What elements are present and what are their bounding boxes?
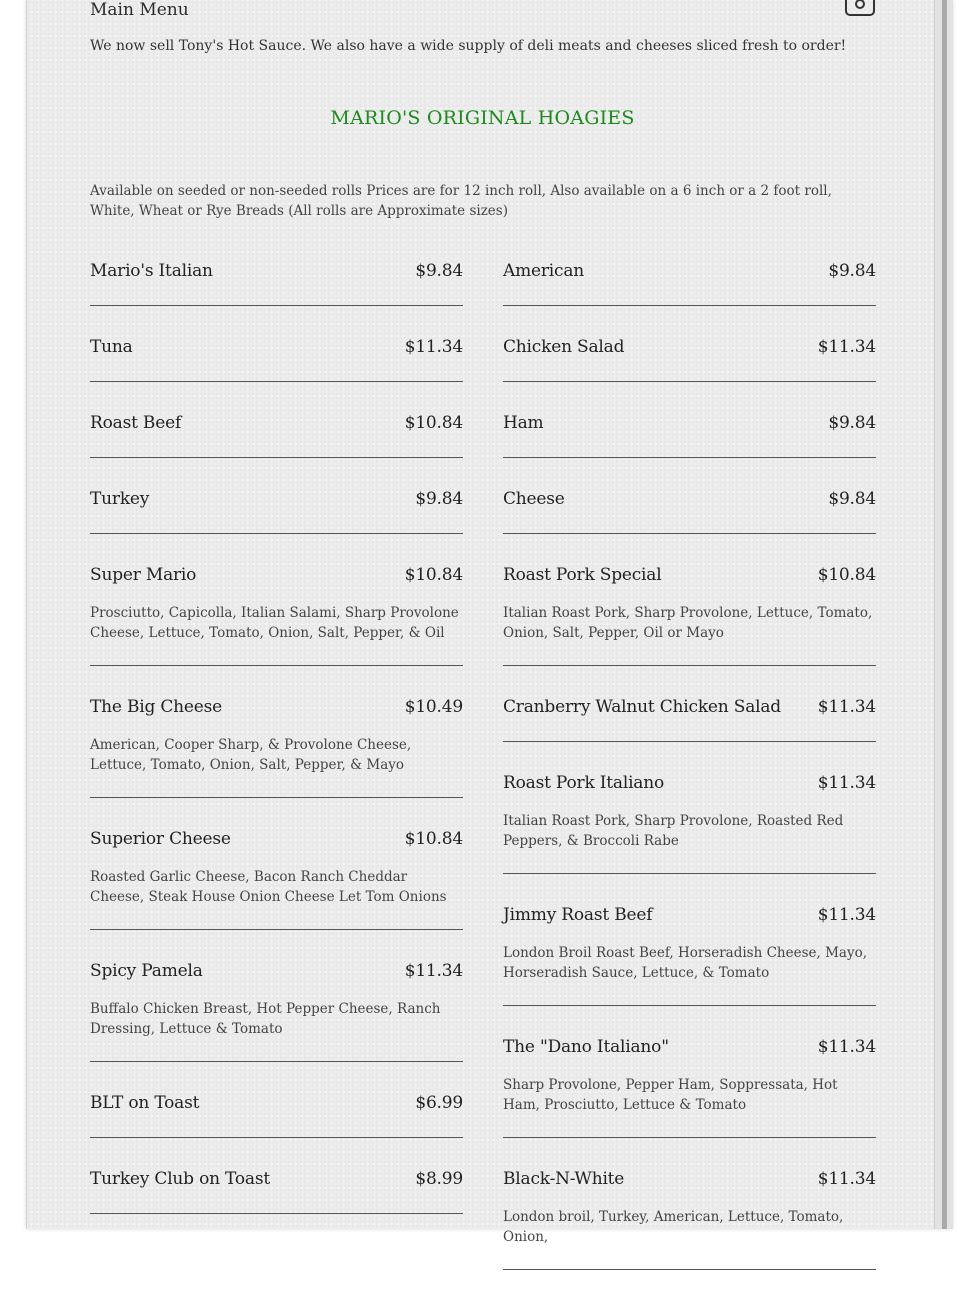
menu-item-row: [90, 489, 463, 511]
menu-item-description: Prosciutto, Capicolla, Italian Salami, Sharp Provolone Cheese, Lettuce, Tomato, Onion, Salt, Pepper, & Oil: [90, 605, 459, 641]
menu-item-name: Chicken Salad: [503, 337, 625, 357]
menu-item-name: Jimmy Roast Beef: [503, 905, 653, 925]
menu-item-name: The "Dano Italiano": [503, 1037, 669, 1057]
menu-item-name: Turkey Club on Toast: [90, 1169, 270, 1189]
menu-item-price: $11.34: [817, 773, 876, 793]
menu-item: [503, 555, 876, 666]
menu-item-row: [503, 413, 876, 435]
menu-item-name: Cheese: [503, 489, 565, 509]
menu-item-row: [503, 697, 876, 719]
menu-item-price: $11.34: [817, 1037, 876, 1057]
menu-item-price: $9.84: [415, 261, 463, 281]
camera-lens: [855, 0, 865, 9]
intro-text: We now sell Tony's Hot Sauce. We also have a wide supply of deli meats and cheeses sliced fresh to order!: [90, 38, 847, 54]
camera-icon[interactable]: [845, 0, 875, 16]
menu-item-name: BLT on Toast: [90, 1093, 200, 1113]
menu-item-name: Spicy Pamela: [90, 961, 203, 981]
menu-item-description: American, Cooper Sharp, & Provolone Cheese, Lettuce, Tomato, Onion, Salt, Pepper, & Mayo: [90, 737, 412, 773]
menu-item-name: Roast Pork Italiano: [503, 773, 665, 793]
menu-item-row: [90, 261, 463, 283]
page-title: Main Menu: [90, 0, 189, 20]
menu-item: [503, 763, 876, 874]
menu-item-name: Superior Cheese: [90, 829, 231, 849]
menu-item-price: $11.34: [404, 337, 463, 357]
menu-item-name: Super Mario: [90, 565, 197, 585]
menu-item-description: Italian Roast Pork, Sharp Provolone, Roasted Red Peppers, & Broccoli Rabe: [503, 813, 844, 849]
menu-item-name: Ham: [503, 413, 544, 433]
menu-item-row: [503, 565, 876, 587]
menu-item-row: [90, 413, 463, 435]
menu-item-description: Sharp Provolone, Pepper Ham, Soppressata, Hot Ham, Prosciutto, Lettuce & Tomato: [503, 1077, 838, 1113]
menu-item: [90, 687, 463, 798]
menu-item: [90, 819, 463, 930]
menu-item-price: $11.34: [817, 697, 876, 717]
menu-item-row: [503, 261, 876, 283]
menu-item: [503, 479, 876, 534]
section-note: Available on seeded or non-seeded rolls Prices are for 12 inch roll, Also available on a 6 inch or a 2 foot roll, White, Wheat or Rye Breads (All rolls are Approximate sizes): [90, 183, 832, 219]
menu-item-description: Italian Roast Pork, Sharp Provolone, Lettuce, Tomato, Onion, Salt, Pepper, Oil or Mayo: [503, 605, 873, 641]
menu-item: [90, 951, 463, 1062]
menu-item-row: [503, 1169, 876, 1191]
section-title: MARIO'S ORIGINAL HOAGIES: [330, 107, 635, 129]
right-menu-column: [503, 251, 876, 1291]
menu-item: [503, 895, 876, 1006]
menu-item-row: [90, 697, 463, 719]
menu-item-row: [90, 337, 463, 359]
menu-item-description: London Broil Roast Beef, Horseradish Cheese, Mayo, Horseradish Sauce, Lettuce, & Tomato: [503, 945, 868, 981]
menu-item-price: $9.84: [828, 261, 876, 281]
menu-item-name: Mario's Italian: [90, 261, 213, 281]
menu-item: [503, 1027, 876, 1138]
left-menu-column: [90, 251, 463, 1235]
menu-item-price: $10.84: [404, 413, 463, 433]
menu-item-price: $11.34: [817, 905, 876, 925]
menu-item-description: Roasted Garlic Cheese, Bacon Ranch Cheddar Cheese, Steak House Onion Cheese Let Tom Onions: [90, 869, 447, 905]
menu-item-name: Roast Beef: [90, 413, 182, 433]
menu-item: [90, 251, 463, 306]
menu-item-row: [90, 1169, 463, 1191]
menu-item-row: [90, 565, 463, 587]
menu-item: [503, 687, 876, 742]
menu-item-description: Buffalo Chicken Breast, Hot Pepper Cheese, Ranch Dressing, Lettuce & Tomato: [90, 1001, 441, 1037]
menu-item-price: $6.99: [415, 1093, 463, 1113]
menu-item: [503, 403, 876, 458]
menu-item: [90, 1159, 463, 1214]
menu-item-row: [503, 773, 876, 795]
menu-item-name: Black-N-White: [503, 1169, 625, 1189]
menu-item: [90, 1083, 463, 1138]
menu-item-row: [90, 1093, 463, 1115]
menu-item-row: [90, 829, 463, 851]
menu-item: [90, 555, 463, 666]
menu-item-row: [503, 1037, 876, 1059]
menu-item-price: $11.34: [404, 961, 463, 981]
menu-item-price: $9.84: [828, 489, 876, 509]
menu-item-name: The Big Cheese: [90, 697, 223, 717]
menu-item-price: $11.34: [817, 1169, 876, 1189]
menu-item-price: $10.84: [404, 829, 463, 849]
menu-item: [90, 327, 463, 382]
menu-item-name: Tuna: [90, 337, 133, 357]
menu-item-row: [503, 905, 876, 927]
menu-item-row: [503, 337, 876, 359]
menu-item-description: London broil, Turkey, American, Lettuce, Tomato, Onion,: [503, 1209, 844, 1245]
menu-item: [503, 1159, 876, 1270]
menu-item-price: $10.49: [404, 697, 463, 717]
menu-item-name: American: [503, 261, 585, 281]
menu-item-row: [90, 961, 463, 983]
menu-item-row: [503, 489, 876, 511]
menu-item: [503, 251, 876, 306]
menu-item-price: $11.34: [817, 337, 876, 357]
menu-item-price: $9.84: [415, 489, 463, 509]
menu-item: [90, 479, 463, 534]
menu-item-name: Turkey: [90, 489, 150, 509]
menu-item-name: Cranberry Walnut Chicken Salad: [503, 697, 781, 717]
menu-item: [90, 403, 463, 458]
menu-item-price: $8.99: [415, 1169, 463, 1189]
menu-page: [26, 0, 953, 1245]
scrollbar[interactable]: [934, 0, 953, 1229]
scrollbar-thumb[interactable]: [942, 0, 947, 1229]
menu-item-price: $9.84: [828, 413, 876, 433]
menu-item-price: $10.84: [817, 565, 876, 585]
menu-item: [503, 327, 876, 382]
menu-item-price: $10.84: [404, 565, 463, 585]
menu-item-name: Roast Pork Special: [503, 565, 662, 585]
